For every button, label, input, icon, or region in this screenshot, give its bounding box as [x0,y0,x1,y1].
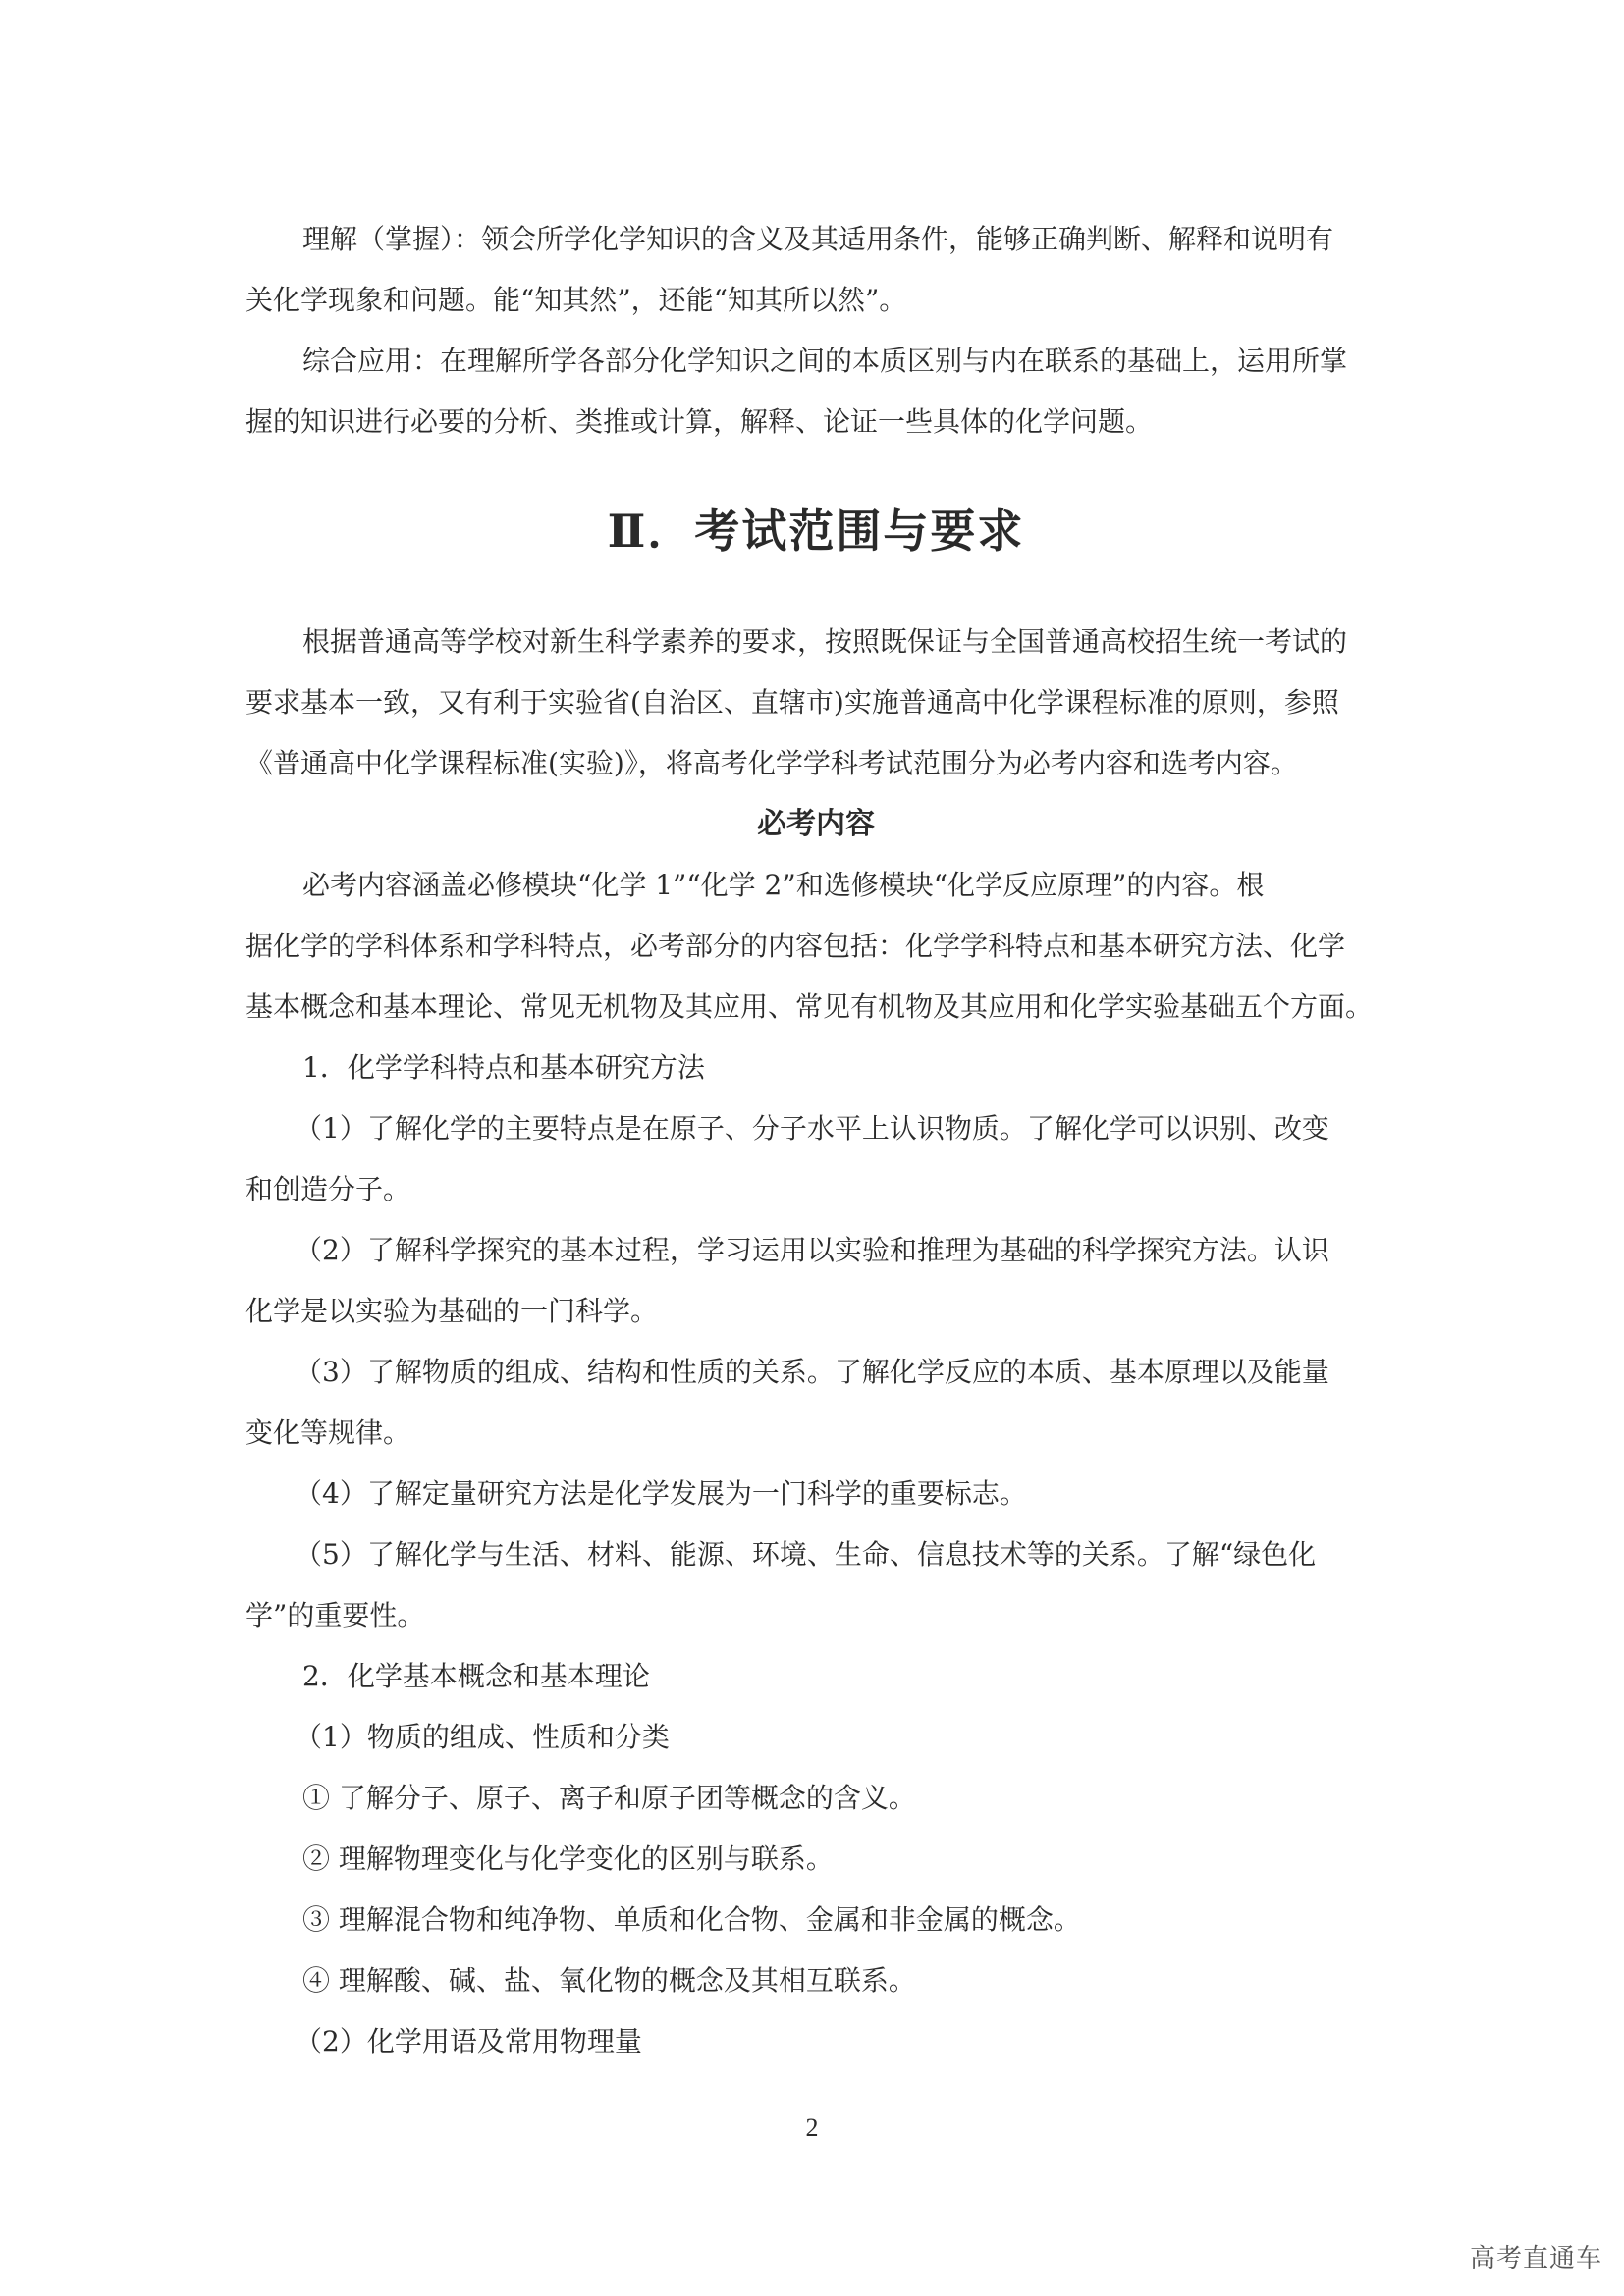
list-item: ② 理解物理变化与化学变化的区别与联系。 [302,1842,834,1875]
section-title: Ⅱ．考试范围与要求 [607,505,1025,558]
part2-subheading: （2）化学用语及常用物理量 [295,2025,642,2057]
part2-subheading: （1）物质的组成、性质和分类 [295,1721,670,1753]
watermark: 高考直通车 [1469,2244,1602,2273]
part1-item [245,1342,1386,1464]
text-line: 据化学的学科体系和学科特点，必考部分的内容包括：化学学科特点和基本研究方法、化学 [245,930,1346,962]
text-line: 必考内容涵盖必修模块“化学 1”“化学 2”和选修模块“化学反应原理”的内容。根 [302,869,1265,901]
text-line: （5）了解化学与生活、材料、能源、环境、生命、信息技术等的关系。了解“绿色化 [295,1538,1317,1571]
understanding-paragraph [245,209,1386,331]
text-line: 关化学现象和问题。能“知其然”，还能“知其所以然”。 [245,284,907,316]
part1-item [245,1464,1386,1524]
page-content [245,209,1386,2072]
section-intro-paragraph [245,612,1386,794]
text-line: （3）了解物质的组成、结构和性质的关系。了解化学反应的本质、基本原理以及能量 [295,1356,1329,1388]
page-number: 2 [805,2113,819,2142]
part2-heading: 2．化学基本概念和基本理论 [302,1660,650,1692]
part1-heading: 1．化学学科特点和基本研究方法 [302,1051,705,1084]
text-line: 化学是以实验为基础的一门科学。 [245,1295,659,1327]
text-line: 和创造分子。 [245,1173,411,1205]
text-line: （4）了解定量研究方法是化学发展为一门科学的重要标志。 [295,1477,1027,1510]
list-item: ④ 理解酸、碱、盐、氧化物的概念及其相互联系。 [302,1964,916,1997]
text-line: 学”的重要性。 [245,1599,425,1631]
part1-item [245,1098,1386,1220]
text-line: 根据普通高等学校对新生科学素养的要求，按照既保证与全国普通高校招生统一考试的 [302,625,1348,658]
subsection-title: 必考内容 [757,807,875,841]
part1-item [245,1220,1386,1342]
part1-item [245,1524,1386,1646]
list-item: ③ 理解混合物和纯净物、单质和化合物、金属和非金属的概念。 [302,1903,1081,1936]
text-line: 变化等规律。 [245,1416,411,1449]
text-line: 要求基本一致，又有利于实验省(自治区、直辖市)实施普通高中化学课程标准的原则，参照 [245,686,1339,719]
compulsory-paragraph [245,855,1386,1038]
text-line: 基本概念和基本理论、常见无机物及其应用、常见有机物及其应用和化学实验基础五个方面。 [245,990,1374,1023]
text-line: 理解（掌握）：领会所学化学知识的含义及其适用条件，能够正确判断、解释和说明有 [302,223,1334,255]
text-line: 《普通高中化学课程标准(实验)》，将高考化学学科考试范围分为必考内容和选考内容。 [245,747,1298,779]
application-paragraph [245,331,1386,453]
list-item: ① 了解分子、原子、离子和原子团等概念的含义。 [302,1782,916,1814]
text-line: （1）了解化学的主要特点是在原子、分子水平上认识物质。了解化学可以识别、改变 [295,1112,1329,1145]
text-line: 综合应用：在理解所学各部分化学知识之间的本质区别与内在联系的基础上，运用所掌 [302,345,1348,377]
text-line: 握的知识进行必要的分析、类推或计算，解释、论证一些具体的化学问题。 [245,405,1154,438]
text-line: （2）了解科学探究的基本过程，学习运用以实验和推理为基础的科学探究方法。认识 [295,1234,1329,1266]
